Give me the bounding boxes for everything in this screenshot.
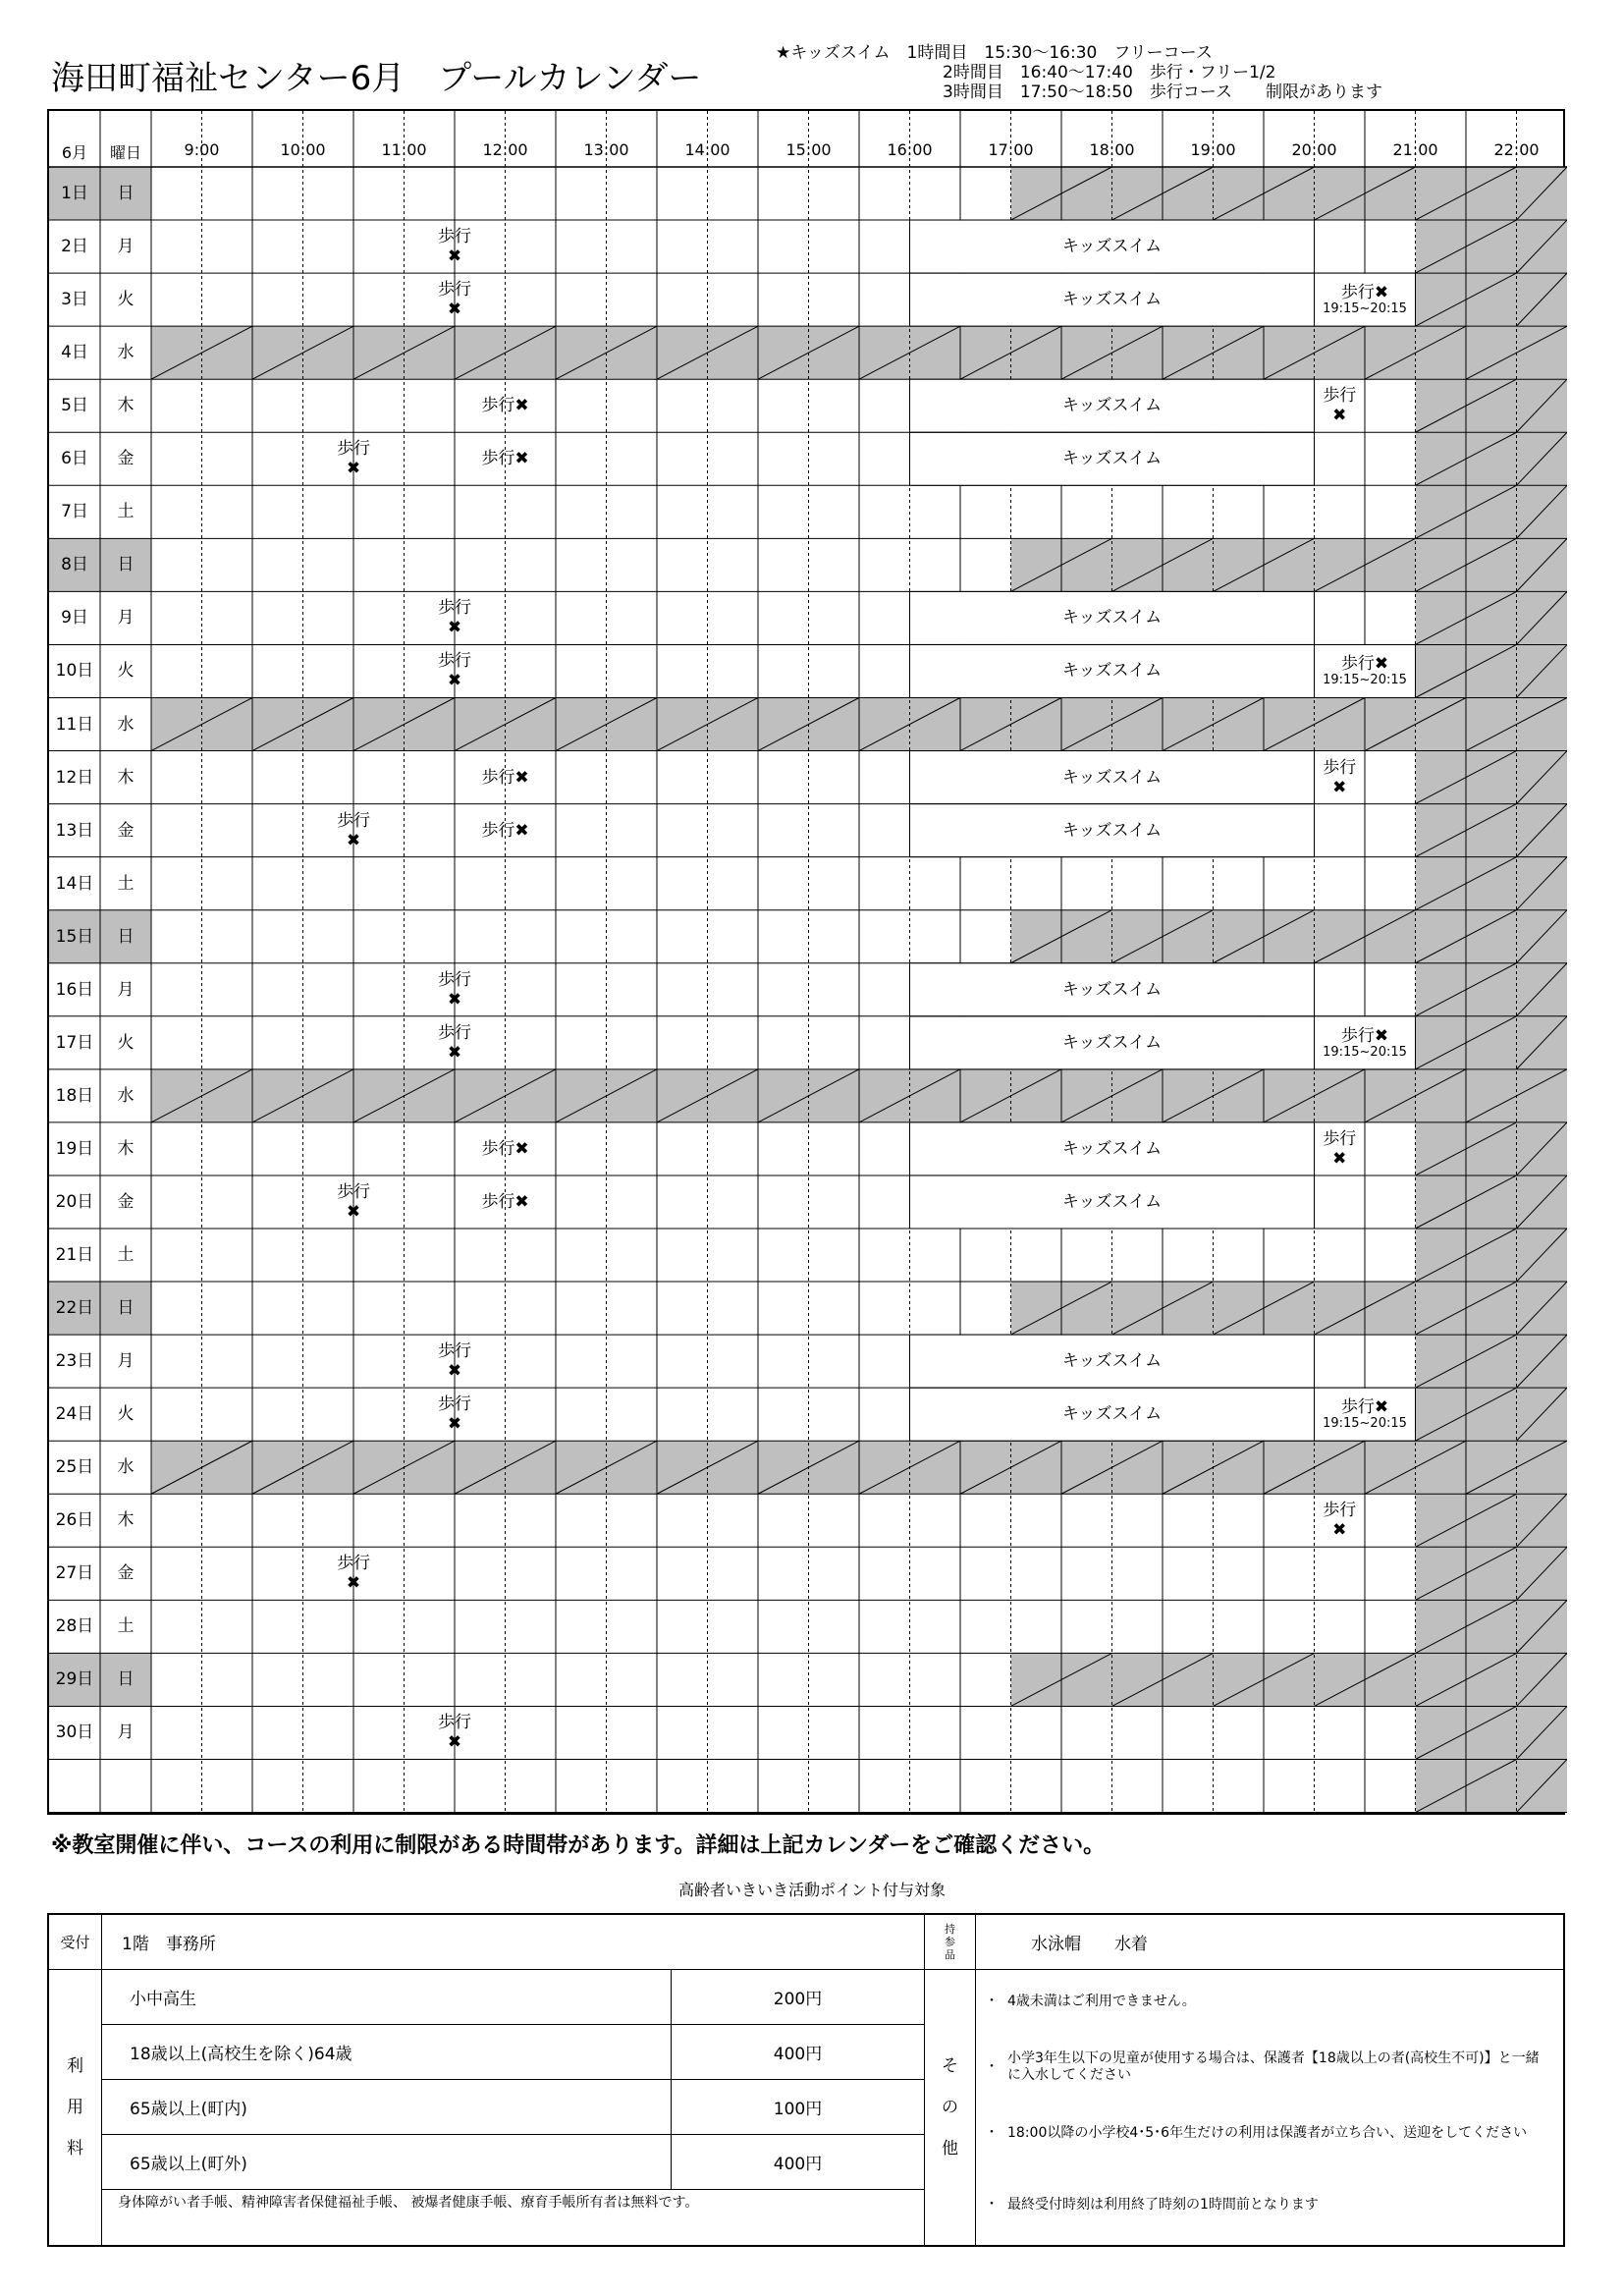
walk-event	[1315, 751, 1366, 804]
hour-label: 20:00	[1291, 140, 1337, 159]
walk-event-text: 歩行✖	[1340, 283, 1389, 303]
kids-swim-schedule-notes	[776, 43, 1382, 102]
reception-value: 1階 事務所	[102, 1915, 925, 1970]
walk-event-text: ✖	[447, 246, 462, 267]
other-item-text: 小学3年生以下の児童が使用する場合は、保護者【18歳以上の者(高校生不可)】と一緒に入水してください	[1007, 2050, 1540, 2083]
kids-swim-event-text: キッズスイム	[1061, 1351, 1163, 1372]
date-cell: 5日	[61, 396, 88, 416]
date-cell: 3日	[61, 290, 88, 310]
bring-label: 持参品	[925, 1915, 976, 1970]
walk-event	[405, 1122, 607, 1175]
closed-hatch	[1416, 379, 1568, 432]
walk-event-text: 歩行	[337, 1181, 370, 1202]
weekday-cell: 火	[117, 290, 135, 310]
kids-swim-event	[910, 1388, 1315, 1441]
hour-label: 18:00	[1089, 140, 1135, 159]
date-cell: 14日	[55, 873, 94, 894]
walk-event-text: 歩行✖	[481, 1138, 529, 1159]
hour-label: 15:00	[785, 140, 832, 159]
walk-event-text: 歩行	[1323, 386, 1357, 407]
weekday-cell: 月	[117, 237, 135, 257]
date-cell: 19日	[55, 1138, 94, 1159]
date-cell: 20日	[55, 1191, 94, 1212]
closed-hatch	[1416, 432, 1568, 485]
walk-event-text: 歩行✖	[481, 820, 529, 841]
time-range: 19:15~20:15	[1323, 1044, 1407, 1060]
walk-event	[405, 432, 607, 485]
walk-event	[303, 804, 405, 857]
date-cell: 1日	[61, 184, 88, 203]
weekday-cell: 日	[117, 555, 135, 575]
walk-event-text: 歩行	[1323, 1128, 1357, 1149]
date-cell: 10日	[55, 661, 94, 682]
closed-hatch	[1416, 220, 1568, 273]
date-cell: 4日	[61, 343, 88, 363]
date-cell: 11日	[55, 714, 94, 735]
walk-event	[405, 1335, 506, 1388]
bullet: ・	[985, 2197, 999, 2213]
weekday-cell: 月	[117, 1351, 135, 1372]
walk-event	[1315, 1016, 1416, 1069]
date-cell: 15日	[55, 926, 94, 947]
walk-event-text: ✖	[1332, 406, 1347, 426]
weekday-cell: 金	[117, 1191, 135, 1212]
kids-swim-event	[910, 963, 1315, 1016]
fee-price: 400円	[672, 2025, 925, 2080]
closed-hatch	[1416, 485, 1568, 538]
walk-event-text: 歩行	[438, 1341, 471, 1362]
schedule-note-line: 3時間目 17:50～18:50 歩行コース 制限があります	[776, 82, 1382, 102]
closed-hatch	[1416, 804, 1568, 857]
walk-event	[405, 1388, 506, 1441]
closed-hatch	[1416, 1706, 1568, 1759]
points-note: 高齢者いきいき活動ポイント付与対象	[677, 1881, 946, 1899]
fee-category: 18歳以上(高校生を除く)64歳	[102, 2025, 672, 2080]
other-label: その他	[925, 1970, 976, 2245]
walk-event	[1315, 1494, 1366, 1547]
weekday-cell: 日	[117, 184, 135, 203]
walk-event-text: 歩行	[1323, 1501, 1357, 1521]
hour-label: 17:00	[988, 140, 1034, 159]
hour-label: 16:00	[887, 140, 933, 159]
closed-hatch	[1011, 167, 1568, 220]
hour-label: 10:00	[280, 140, 326, 159]
walk-event	[405, 379, 607, 432]
date-cell: 23日	[55, 1351, 94, 1372]
walk-event-text: 歩行✖	[481, 449, 529, 469]
kids-swim-event-text: キッズスイム	[1061, 979, 1163, 1000]
walk-event-text: 歩行	[438, 1394, 471, 1415]
walk-event-text: 歩行	[337, 1554, 370, 1574]
walk-event-text: ✖	[447, 618, 462, 638]
kids-swim-event	[910, 644, 1315, 697]
closed-hatch	[1416, 963, 1568, 1016]
kids-swim-event-text: キッズスイム	[1061, 290, 1163, 310]
weekday-cell: 金	[117, 1563, 135, 1584]
kids-swim-event	[910, 1335, 1315, 1388]
walk-event-text: 歩行✖	[481, 396, 529, 416]
closed-hatch	[1416, 1122, 1568, 1175]
schedule-note-line: ★キッズスイム 1時間目 15:30～16:30 フリーコース	[776, 43, 1213, 63]
fee-category: 小中高生	[102, 1970, 672, 2025]
weekday-cell: 木	[117, 1510, 135, 1531]
walk-event-text: 歩行✖	[481, 1191, 529, 1212]
free-note: 身体障がい者手帳、精神障害者保健福祉手帳、 被爆者健康手帳、療育手帳所有者は無料です。	[102, 2190, 925, 2245]
walk-event-text: ✖	[1332, 1148, 1347, 1169]
date-cell: 6日	[61, 449, 88, 469]
date-cell: 21日	[55, 1245, 94, 1265]
weekday-cell: 月	[117, 979, 135, 1000]
weekday-cell: 土	[117, 502, 135, 522]
walk-event	[405, 1175, 607, 1229]
weekday-cell: 火	[117, 1404, 135, 1425]
walk-event	[303, 1547, 405, 1600]
walk-event-text: 歩行	[438, 651, 471, 672]
walk-event	[405, 591, 506, 644]
closed-hatch	[1416, 1175, 1568, 1229]
walk-event	[405, 1016, 506, 1069]
date-cell: 17日	[55, 1032, 94, 1053]
closed-hatch	[1011, 1653, 1568, 1706]
bring-value: 水泳帽 水着	[976, 1915, 1563, 1970]
weekday-cell: 土	[117, 1616, 135, 1637]
walk-event-text: 歩行	[1323, 757, 1357, 778]
date-cell	[49, 1760, 100, 1813]
closed-hatch	[1416, 644, 1568, 697]
weekday-cell: 日	[117, 1298, 135, 1319]
fee-price: 200円	[672, 1970, 925, 2025]
closed-hatch	[1416, 1016, 1568, 1069]
weekday-cell	[100, 1760, 151, 1813]
weekday-cell: 火	[117, 1032, 135, 1053]
date-cell: 22日	[55, 1298, 94, 1319]
weekday-cell: 月	[117, 608, 135, 629]
date-cell: 24日	[55, 1404, 94, 1425]
closed-hatch	[1011, 910, 1568, 963]
walk-event-text: ✖	[346, 1573, 361, 1594]
other-item-text: 4歳未満はご利用できません。	[1007, 1993, 1196, 2009]
kids-swim-event	[910, 273, 1315, 326]
date-cell: 27日	[55, 1563, 94, 1584]
kids-swim-event	[910, 432, 1315, 485]
fee-category: 65歳以上(町外)	[102, 2135, 672, 2190]
other-item	[976, 2102, 1563, 2165]
kids-swim-event	[910, 1016, 1315, 1069]
closed-hatch	[1011, 1282, 1568, 1335]
weekday-cell: 日	[117, 1669, 135, 1690]
pool-calendar	[47, 109, 1565, 1815]
date-cell: 9日	[61, 608, 88, 629]
hour-label: 13:00	[583, 140, 629, 159]
kids-swim-event-text: キッズスイム	[1061, 396, 1163, 416]
walk-event	[303, 432, 405, 485]
schedule-note-line: 2時間目 16:40～17:40 歩行・フリー1/2	[776, 63, 1276, 82]
date-cell: 26日	[55, 1510, 94, 1531]
weekday-cell: 火	[117, 661, 135, 682]
weekday-cell: 土	[117, 1245, 135, 1265]
time-range: 19:15~20:15	[1323, 301, 1407, 317]
kids-swim-event-text: キッズスイム	[1061, 237, 1163, 257]
kids-swim-event	[910, 1122, 1315, 1175]
walk-event	[405, 963, 506, 1016]
hour-label: 21:00	[1392, 140, 1438, 159]
walk-event	[405, 273, 506, 326]
walk-event-text: 歩行	[337, 810, 370, 831]
fee-price: 400円	[672, 2135, 925, 2190]
kids-swim-event	[910, 591, 1315, 644]
weekday-cell: 月	[117, 1722, 135, 1743]
date-cell: 12日	[55, 767, 94, 788]
walk-event-text: 歩行	[438, 227, 471, 247]
closed-hatch	[1416, 1335, 1568, 1388]
weekday-cell: 水	[117, 343, 135, 363]
calendar-grid	[49, 111, 1567, 1813]
closed-hatch	[1011, 538, 1568, 591]
walk-event-text: ✖	[447, 1414, 462, 1435]
weekday-cell: 木	[117, 396, 135, 416]
walk-event	[405, 644, 506, 697]
other-item	[976, 2033, 1563, 2102]
walk-event-text: 歩行✖	[1340, 1397, 1389, 1418]
other-item-text: 最終受付時刻は利用終了時刻の1時間前となります	[1007, 2197, 1319, 2213]
walk-event-text: 歩行✖	[1340, 1025, 1389, 1046]
kids-swim-event-text: キッズスイム	[1061, 1191, 1163, 1212]
closed-hatch	[1416, 1547, 1568, 1600]
date-cell: 25日	[55, 1457, 94, 1478]
kids-swim-event-text: キッズスイム	[1061, 1032, 1163, 1053]
weekday-cell: 水	[117, 714, 135, 735]
walk-event	[405, 751, 607, 804]
kids-swim-event	[910, 751, 1315, 804]
fee-price: 100円	[672, 2080, 925, 2135]
fee-category: 65歳以上(町内)	[102, 2080, 672, 2135]
walk-event-text: ✖	[447, 1042, 462, 1063]
kids-swim-event-text: キッズスイム	[1061, 820, 1163, 841]
date-cell: 7日	[61, 502, 88, 522]
kids-swim-event	[910, 804, 1315, 857]
kids-swim-event	[910, 379, 1315, 432]
closed-hatch	[1416, 1760, 1568, 1813]
walk-event-text: 歩行	[438, 280, 471, 301]
date-cell: 16日	[55, 979, 94, 1000]
bullet: ・	[985, 1993, 999, 2009]
fee-label: 利用料	[49, 1970, 102, 2245]
kids-swim-event-text: キッズスイム	[1061, 1138, 1163, 1159]
weekday-cell: 日	[117, 926, 135, 947]
info-table	[47, 1913, 1565, 2247]
weekday-cell: 木	[117, 767, 135, 788]
closed-hatch	[1416, 1229, 1568, 1282]
other-item	[976, 2165, 1563, 2245]
bullet: ・	[985, 2125, 999, 2141]
weekday-cell: 水	[117, 1457, 135, 1478]
page-title: 海田町福祉センター6月 プールカレンダー	[51, 59, 702, 98]
hour-label: 19:00	[1190, 140, 1236, 159]
date-cell: 8日	[61, 555, 88, 575]
walk-event-text: ✖	[346, 830, 361, 850]
kids-swim-event	[910, 220, 1315, 273]
weekday-cell: 金	[117, 449, 135, 469]
date-cell: 2日	[61, 237, 88, 257]
reception-label: 受付	[49, 1915, 102, 1970]
walk-event-text: ✖	[1332, 1520, 1347, 1541]
time-range: 19:15~20:15	[1323, 673, 1407, 688]
kids-swim-event-text: キッズスイム	[1061, 449, 1163, 469]
walk-event	[405, 1706, 506, 1759]
closed-hatch	[1416, 751, 1568, 804]
other-item-text: 18:00以降の小学校4･5･6年生だけの利用は保護者が立ち合い、送迎をしてください	[1007, 2125, 1528, 2141]
bullet: ・	[985, 2058, 999, 2075]
kids-swim-event-text: キッズスイム	[1061, 1404, 1163, 1425]
walk-event	[1315, 1122, 1366, 1175]
walk-event-text: 歩行	[337, 439, 370, 460]
closed-hatch	[1416, 1600, 1568, 1653]
walk-event	[405, 220, 506, 273]
walk-event-text: ✖	[346, 1201, 361, 1222]
walk-event	[1315, 1388, 1416, 1441]
weekday-cell: 水	[117, 1085, 135, 1106]
hour-label: 12:00	[482, 140, 528, 159]
restriction-footnote: ※教室開催に伴い、コースの利用に制限がある時間帯があります。詳細は上記カレンダーをご確認ください。	[51, 1833, 1106, 1858]
date-cell: 13日	[55, 820, 94, 841]
weekday-header: 曜日	[109, 143, 141, 162]
walk-event	[1315, 379, 1366, 432]
time-range: 19:15~20:15	[1323, 1416, 1407, 1432]
walk-event-text: ✖	[447, 300, 462, 320]
walk-event-text: 歩行	[438, 598, 471, 619]
closed-hatch	[1416, 273, 1568, 326]
date-cell: 28日	[55, 1616, 94, 1637]
walk-event-text: 歩行✖	[481, 767, 529, 788]
closed-hatch	[1416, 1494, 1568, 1547]
hour-label: 14:00	[684, 140, 731, 159]
kids-swim-event-text: キッズスイム	[1061, 661, 1163, 682]
walk-event-text: ✖	[447, 671, 462, 691]
walk-event-text: 歩行	[438, 969, 471, 990]
walk-event-text: ✖	[447, 1361, 462, 1382]
weekday-cell: 土	[117, 873, 135, 894]
hour-label: 22:00	[1493, 140, 1540, 159]
walk-event-text: 歩行	[438, 1022, 471, 1043]
walk-event-text: ✖	[447, 989, 462, 1010]
hour-label: 9:00	[184, 140, 220, 159]
kids-swim-event-text: キッズスイム	[1061, 608, 1163, 629]
date-cell: 18日	[55, 1085, 94, 1106]
kids-swim-event	[910, 1175, 1315, 1229]
walk-event-text: 歩行	[438, 1713, 471, 1733]
walk-event-text: ✖	[1332, 777, 1347, 797]
closed-hatch	[1416, 1388, 1568, 1441]
month-header: 6月	[61, 143, 88, 162]
date-cell: 29日	[55, 1669, 94, 1690]
walk-event	[405, 804, 607, 857]
walk-event	[1315, 644, 1416, 697]
walk-event-text: ✖	[447, 1732, 462, 1753]
hour-label: 11:00	[381, 140, 427, 159]
walk-event	[303, 1175, 405, 1229]
closed-hatch	[1416, 857, 1568, 910]
walk-event-text: ✖	[346, 459, 361, 479]
closed-hatch	[1416, 591, 1568, 644]
kids-swim-event-text: キッズスイム	[1061, 767, 1163, 788]
weekday-cell: 金	[117, 820, 135, 841]
weekday-cell: 木	[117, 1138, 135, 1159]
walk-event	[1315, 273, 1416, 326]
date-cell: 30日	[55, 1722, 94, 1743]
walk-event-text: 歩行✖	[1340, 654, 1389, 675]
other-item	[976, 1970, 1563, 2033]
